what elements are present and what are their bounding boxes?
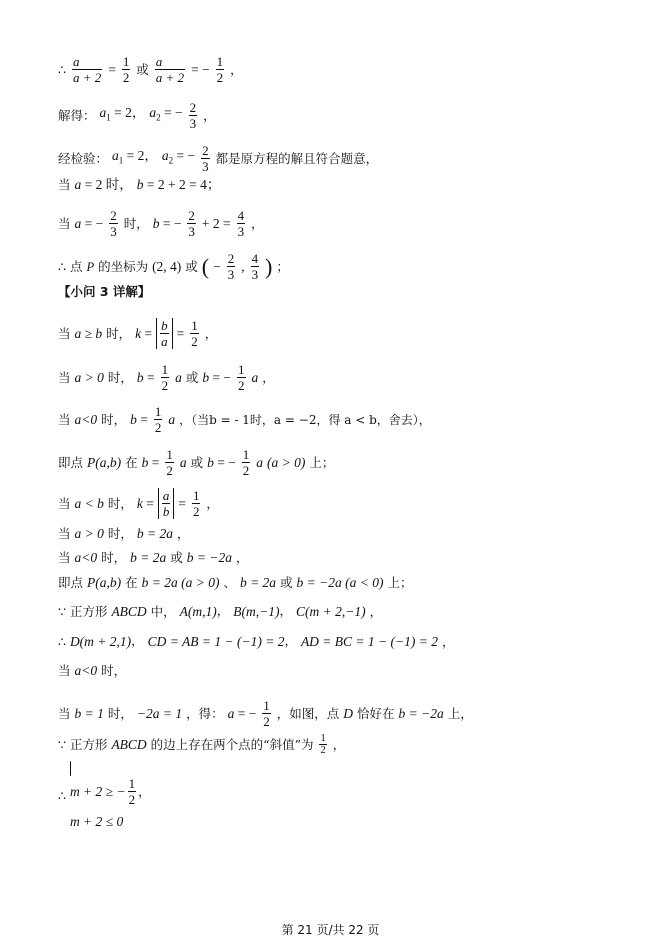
case-line: 当 a > 0 时， b = 2a ， xyxy=(58,525,190,541)
side-lengths-line: ∴ D(m + 2,1)， CD = AB = 1 − (−1) = 2， AD = BC = 1 − (−1) = 2 ， xyxy=(58,633,455,649)
case-a-neg-discard-line: 当 a<0 时， b = $\frac{1}{2}$ a ，（当b = - 1时，a = −2，得 a < b，舍去）， xyxy=(58,404,431,435)
eq-ratio-line: ∴ $\frac{a}{a + 2}$ = $\frac{1}{2}$ 或 $\frac{a}{a + 2}$ = − $\frac{1}{2}$ ， xyxy=(58,54,243,85)
inequality-system: ∴ m + 2 ≥ − $\frac{1}{2}$ ， m + 2 ≤ 0 xyxy=(58,762,151,829)
system-brace: m + 2 ≥ − $\frac{1}{2}$ ， m + 2 ≤ 0 xyxy=(70,762,151,829)
fraction: $\frac{a}{a + 2}$ xyxy=(155,54,185,85)
fraction: $\frac{2}{3}$ xyxy=(227,251,235,282)
absolute-value: $\frac{a}{b}$ xyxy=(158,488,175,519)
section-heading: 【小问 3 详解】 xyxy=(58,284,151,299)
fraction: $\frac{1}{2}$ xyxy=(128,776,136,807)
absolute-value: $\frac{b}{a}$ xyxy=(156,318,173,349)
fraction: $\frac{1}{2}$ xyxy=(263,698,270,729)
fraction: $\frac{1}{2}$ xyxy=(191,318,198,349)
point-d-line: 当 b = 1 时， −2a = 1 ，得： a = − $\frac{1}{2}$ ，如图，点 D 恰好在 b = −2a 上， xyxy=(58,698,473,729)
solution-line: 解得： $a_1 = 2$， $a_2$ = − $\frac{2}{3}$ ， xyxy=(58,100,216,131)
point-p-coords-line: ∴ 点 P 的坐标为 (2, 4) 或 ( − $\frac{2}{3}$ , $\frac{4}{3}$ ) ； xyxy=(58,251,289,282)
fraction: $\frac{1}{2}$ xyxy=(154,404,162,435)
fraction: $\frac{2}{3}$ xyxy=(189,100,197,131)
slope-condition-line: ∵ 正方形 ABCD 的边上存在两个点的“斜值”为 $\frac{1}{2}$ ， xyxy=(58,733,346,756)
point-p-on-lines: 即点 P(a,b) 在 b = 2a (a > 0) 、 b = 2a 或 b = −2a (a < 0) 上； xyxy=(58,574,413,590)
case-a-ge-b-line: 当 a ≥ b 时， k = $\frac{b}{a}$ = $\frac{1}{2}$ ， xyxy=(58,318,218,349)
fraction: $\frac{1}{2}$ xyxy=(216,54,224,85)
case-a2-line: 当 a = 2 时， b = 2 + 2 = 4； xyxy=(58,176,221,192)
fraction: $\frac{2}{3}$ xyxy=(202,143,209,174)
case-a-pos-line: 当 a > 0 时， b = $\frac{1}{2}$ a 或 b = − $\frac{1}{2}$ a ， xyxy=(58,362,275,393)
square-vertices-line: ∵ 正方形 ABCD 中， A(m,1)， B(m,−1)， C(m + 2,−1) ， xyxy=(58,603,383,619)
verification-line: 经检验： $a_1 = 2$， $a_2$ = − $\frac{2}{3}$ 都是原方程的解且符合题意， xyxy=(58,143,379,174)
case-line: 当 a<0 时， b = 2a 或 b = −2a ， xyxy=(58,549,249,565)
page-footer: 第 21 页/共 22 页 xyxy=(281,923,380,937)
case-a-neg-line: 当 a = − $\frac{2}{3}$ 时， b = − $\frac{2}{3}$ + 2 = $\frac{4}{3}$ ， xyxy=(58,208,264,239)
fraction: $\frac{1}{2}$ xyxy=(122,54,130,85)
fraction: $\frac{1}{2}$ xyxy=(166,447,173,478)
fraction: $\frac{1}{2}$ xyxy=(238,362,245,393)
fraction: $\frac{1}{2}$ xyxy=(242,447,250,478)
case-a-lt-b-line: 当 a < b 时， k = $\frac{a}{b}$ = $\frac{1}{2}$ ， xyxy=(58,488,219,519)
fraction: $\frac{1}{2}$ xyxy=(192,488,200,519)
fraction: $\frac{4}{3}$ xyxy=(237,208,245,239)
fraction: $\frac{2}{3}$ xyxy=(188,208,195,239)
fraction: $\frac{4}{3}$ xyxy=(251,251,259,282)
fraction: $\frac{1}{2}$ xyxy=(320,733,326,756)
fraction: $\frac{a}{a + 2}$ xyxy=(72,54,102,85)
point-p-on-lines: 即点 P(a,b) 在 b = $\frac{1}{2}$ a 或 b = − $\frac{1}{2}$ a (a > 0) 上； xyxy=(58,447,335,478)
fraction: $\frac{1}{2}$ xyxy=(161,362,169,393)
fraction: $\frac{2}{3}$ xyxy=(110,208,117,239)
case-line: 当 a<0 时， xyxy=(58,662,127,678)
